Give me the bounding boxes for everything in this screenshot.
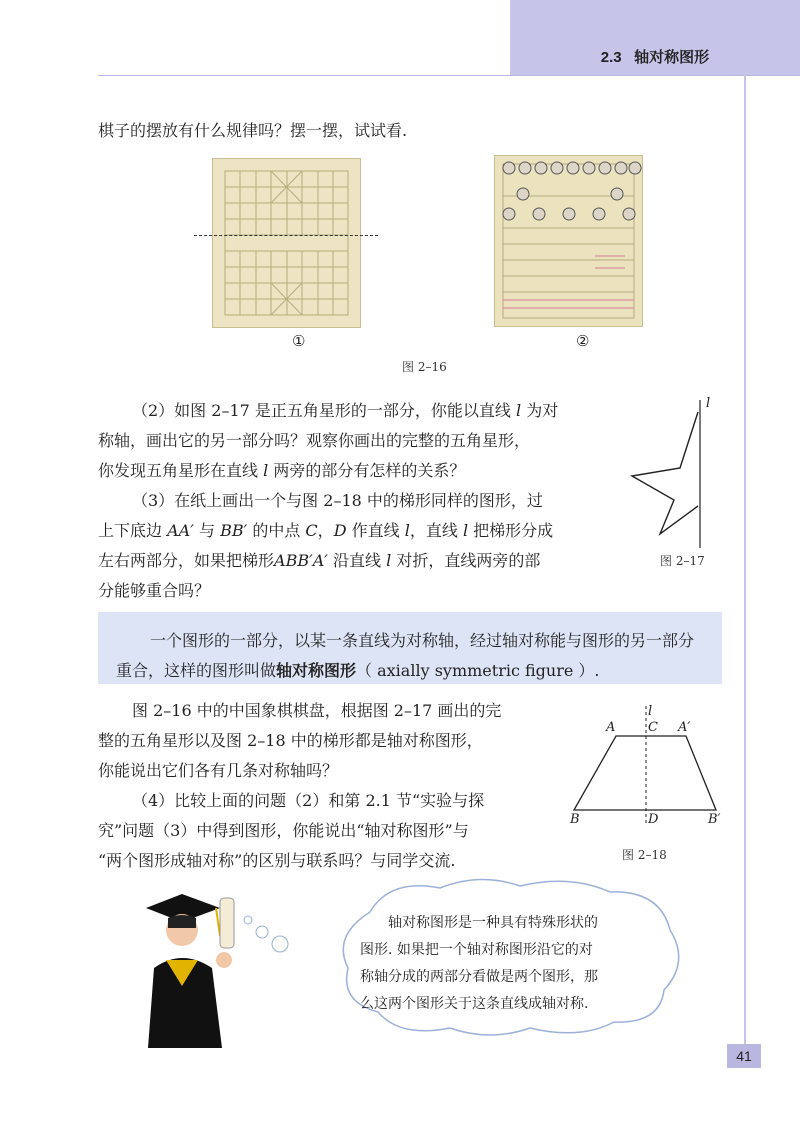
q3-text: 上下底边: [98, 521, 163, 540]
header-box: [510, 0, 800, 75]
q2-line3-start: 你发现五角星形在直线: [98, 461, 259, 480]
header-title: [510, 46, 800, 67]
figure-2-16-caption: 图 2–16: [402, 360, 447, 374]
q2-line1-end: 为对: [526, 401, 559, 420]
cloud-line2: 图形. 如果把一个轴对称图形沿它的对: [360, 942, 593, 958]
q2-line1: （2）如图 2–17 是正五角星形的一部分，你能以直线: [132, 401, 511, 420]
q4-line1: （4）比较上面的问题（2）和第 2.1 节“实验与探: [132, 791, 485, 810]
graduate-student-illustration: [130, 888, 290, 1048]
figure-2-17-line-label: l: [706, 396, 711, 411]
q3-text: ，直线: [409, 521, 458, 540]
definition-text: [98, 612, 722, 687]
section-title: 轴对称图形: [634, 49, 710, 66]
question-2: [98, 396, 618, 486]
q3-var-d: D: [333, 521, 347, 540]
q3-var-l: l: [386, 551, 392, 570]
q3-text: 与: [198, 521, 215, 540]
q3-text: ，: [317, 521, 334, 540]
label-l: l: [648, 704, 653, 719]
chess-board-1: [212, 158, 361, 328]
q2-line2: 称轴，画出它的另一部分吗？观察你画出的完整的五角星形，: [98, 431, 531, 450]
figure-2-16-label-1: ①: [292, 332, 306, 350]
thought-cloud-text: [360, 910, 680, 1018]
definition-body: 一个图形的一部分，以某一条直线为对称轴，经过轴对称能与图形的另一部分重合，这样的图形叫做: [116, 631, 695, 680]
q3-var-l: l: [404, 521, 410, 540]
cloud-line1: 轴对称图形是一种具有特殊形状的: [388, 915, 598, 931]
chess-board-2: [494, 155, 643, 327]
cloud-line3: 称轴分成的两部分看做是两个图形，那: [360, 969, 598, 985]
definition-term: 轴对称图形: [276, 663, 357, 680]
chess-board-2-pieces: [495, 156, 642, 326]
q4-line3: “两个图形成轴对称”的区别与联系吗？与同学交流.: [98, 851, 456, 870]
q3-text: 的中点: [252, 521, 301, 540]
question-4: [98, 786, 558, 876]
figure-2-17-caption: 图 2–17: [660, 554, 705, 568]
chess-board-1-grid: [213, 159, 360, 327]
label-b-prime: B′: [708, 812, 721, 827]
board-1-axis-line: [194, 235, 378, 236]
q4-line2: 究”问题（3）中得到图形，你能说出“轴对称图形”与: [98, 821, 469, 840]
margin-rule: [744, 75, 746, 1060]
star-half-outline: [632, 412, 698, 534]
label-b: B: [570, 812, 580, 827]
figure-2-16-label-2: ②: [576, 332, 590, 350]
q3-var-aa: AA′: [167, 521, 194, 540]
figure-2-17-star: [624, 392, 724, 552]
header-divider: [98, 75, 800, 76]
definition-box: [98, 612, 722, 684]
definition-english-term: （ axially symmetric figure ）.: [356, 661, 600, 680]
q3-var-bb: BB′: [220, 521, 248, 540]
q3-text: 左右两部分，如果把梯形: [98, 551, 275, 570]
p2-line3: 你能说出它们各有几条对称轴吗？: [98, 761, 339, 780]
p2-line2: 整的五角星形以及图 2–18 中的梯形都是轴对称图形，: [98, 731, 483, 750]
paragraph-2: [98, 696, 558, 786]
q3-line1: （3）在纸上画出一个与图 2–18 中的梯形同样的图形，过: [132, 491, 543, 510]
q3-line4: 分能够重合吗？: [98, 581, 211, 600]
q3-var-c: C: [305, 521, 318, 540]
diploma-scroll-icon: [220, 898, 234, 948]
trapezoid-outline: [574, 736, 716, 810]
label-a: A: [606, 720, 616, 735]
q3-text: 作直线: [351, 521, 400, 540]
label-a-prime: A′: [678, 720, 691, 735]
intro-text: 棋子的摆放有什么规律吗？摆一摆，试试看.: [98, 121, 408, 140]
q2-var-l: l: [516, 401, 522, 420]
p2-line1: 图 2–16 中的中国象棋棋盘，根据图 2–17 画出的完: [132, 701, 502, 720]
figure-2-18-caption: 图 2–18: [622, 848, 667, 862]
section-number: 2.3: [600, 49, 622, 66]
q3-var-l: l: [462, 521, 469, 540]
q2-line3-end: 两旁的部分有怎样的关系？: [273, 461, 466, 480]
q3-text: 沿直线: [333, 551, 382, 570]
q2-var-l2: l: [263, 461, 269, 480]
q3-text: 对折，直线两旁的部: [396, 551, 541, 570]
q3-var-abba: ABB′A′: [274, 551, 328, 570]
label-d: D: [648, 812, 659, 827]
cloud-line4: 么这两个图形关于这条直线成轴对称.: [360, 996, 589, 1012]
label-c: C: [648, 720, 658, 735]
question-3: [98, 486, 618, 606]
q3-text: 把梯形分成: [473, 521, 554, 540]
page-number: 41: [727, 1044, 761, 1068]
